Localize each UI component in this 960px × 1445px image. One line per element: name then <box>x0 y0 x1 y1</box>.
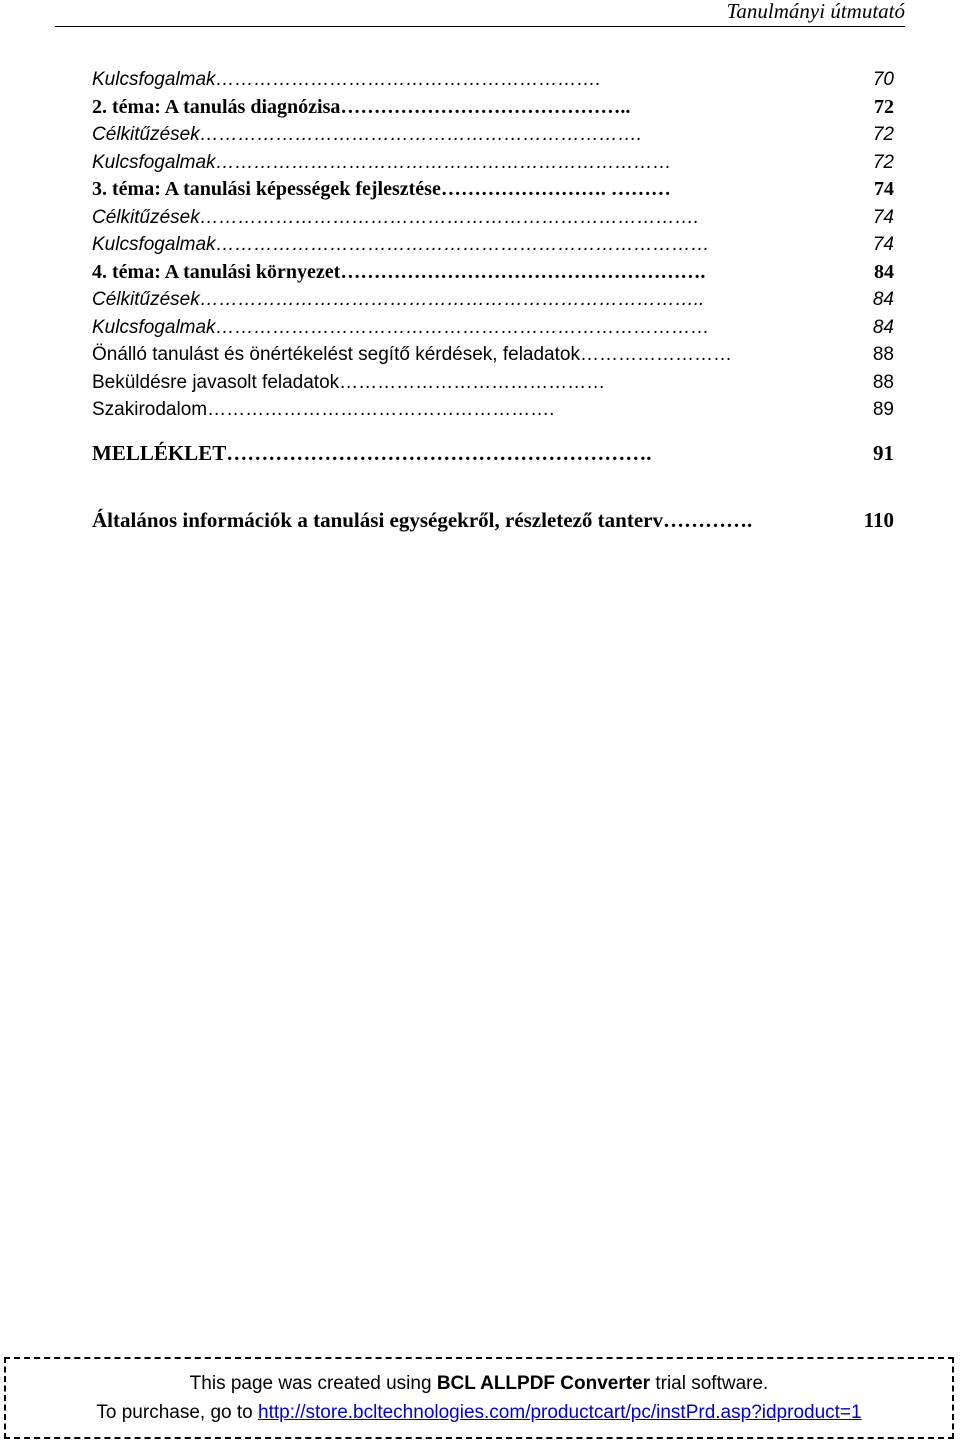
toc-entry-leader: ……………………………………………………………… <box>215 151 672 173</box>
toc-entry-page: 74 <box>872 234 894 255</box>
toc-entry-label: Kulcsfogalmak <box>92 151 216 173</box>
toc-entry[interactable] <box>92 369 894 397</box>
toc-entry[interactable] <box>92 259 894 287</box>
trial-notice-line2 <box>6 1402 952 1424</box>
toc-entry-label: Önálló tanulást és önértékelést segítő kérdések, feladatok <box>92 344 580 365</box>
toc-entry[interactable] <box>92 176 894 204</box>
toc-entry-general-info[interactable] <box>92 507 894 535</box>
purchase-prefix: To purchase, go to <box>96 1402 258 1423</box>
toc-entry-leader: …………. <box>662 508 753 532</box>
toc-entry-leader: ………………………………………………. <box>340 260 706 283</box>
toc-entry-page: 72 <box>874 95 894 118</box>
toc-entry-page: 74 <box>872 206 894 228</box>
toc-entry-label: Kulcsfogalmak <box>92 69 216 90</box>
header-title: Tanulmányi útmutató <box>726 0 905 23</box>
toc-entry-label: Szakirodalom <box>92 399 208 420</box>
toc-entry-page: 70 <box>872 69 894 90</box>
table-of-contents <box>92 66 894 535</box>
toc-entry-label: Célkitűzések <box>92 206 200 228</box>
toc-entry-label: Kulcsfogalmak <box>92 316 216 338</box>
trial-notice-suffix: trial software. <box>650 1373 769 1394</box>
toc-entry-page: 88 <box>872 344 894 365</box>
toc-entry-label: Beküldésre javasolt feladatok <box>92 371 340 393</box>
toc-entry[interactable] <box>92 341 894 369</box>
toc-entries <box>92 66 894 424</box>
toc-entry-label: Célkitűzések <box>92 289 200 310</box>
toc-entry[interactable] <box>92 121 894 149</box>
toc-entry-page: 84 <box>872 316 894 338</box>
toc-entry-leader: …………………………………………………………………… <box>215 234 710 255</box>
toc-entry-leader: …………………… <box>579 344 732 365</box>
toc-entry-label: 2. téma: A tanulás diagnózisa <box>92 95 341 118</box>
toc-entry-page: 91 <box>873 440 894 465</box>
toc-entry-leader: ………………………………………………. <box>207 399 555 420</box>
trial-notice-prefix: This page was created using <box>189 1373 437 1394</box>
trial-notice-line1 <box>6 1373 952 1395</box>
page-header <box>55 0 905 27</box>
toc-entry-leader: ……………………………………………………………………. <box>199 206 699 228</box>
toc-entry-leader: ……………………………………………………. <box>226 440 652 465</box>
toc-entry-leader: …………………………………….. <box>340 95 631 118</box>
toc-entry[interactable] <box>92 204 894 232</box>
toc-entry-label: 3. téma: A tanulási képességek fejlesztése <box>92 178 441 200</box>
toc-entry-page: 88 <box>872 371 894 393</box>
toc-entry-leader: ……………………………………………………. <box>215 69 601 90</box>
toc-entry-page: 89 <box>872 399 894 420</box>
toc-entry-leader: …………………………………………………………………….. <box>199 289 705 310</box>
toc-entry-page: 84 <box>872 289 894 310</box>
toc-entry-label: Célkitűzések <box>92 124 200 145</box>
toc-entry-page: 110 <box>863 508 894 532</box>
purchase-link[interactable]: http://store.bcltechnologies.com/productcart/pc/instPrd.asp?idproduct=1 <box>258 1402 862 1423</box>
toc-entry-leader: ……………………………………………………………. <box>199 124 642 145</box>
toc-entry-page: 84 <box>874 260 894 283</box>
toc-entry-label: 4. téma: A tanulási környezet <box>92 260 341 283</box>
toc-entry[interactable] <box>92 231 894 259</box>
toc-entry[interactable] <box>92 94 894 122</box>
toc-entry-page: 72 <box>872 124 894 145</box>
toc-entry-leader: ……………………. ……… <box>440 178 671 200</box>
toc-entry[interactable] <box>92 314 894 342</box>
toc-entry-label: Általános információk a tanulási egységekről, részletező tanterv <box>92 508 663 532</box>
toc-entry-leader: …………………………………………………………………… <box>215 316 710 338</box>
trial-notice-product: BCL ALLPDF Converter <box>436 1373 651 1394</box>
toc-entry-appendix[interactable] <box>92 440 894 468</box>
toc-entry[interactable] <box>92 396 894 424</box>
trial-notice-box <box>4 1357 954 1439</box>
toc-entry-label: MELLÉKLET <box>92 440 227 465</box>
toc-entry-leader: …………………………………… <box>339 371 606 393</box>
toc-entry-page: 74 <box>874 178 894 200</box>
toc-entry-page: 72 <box>872 151 894 173</box>
toc-entry[interactable] <box>92 149 894 177</box>
toc-entry[interactable] <box>92 66 894 94</box>
toc-entry[interactable] <box>92 286 894 314</box>
toc-entry-label: Kulcsfogalmak <box>92 234 216 255</box>
